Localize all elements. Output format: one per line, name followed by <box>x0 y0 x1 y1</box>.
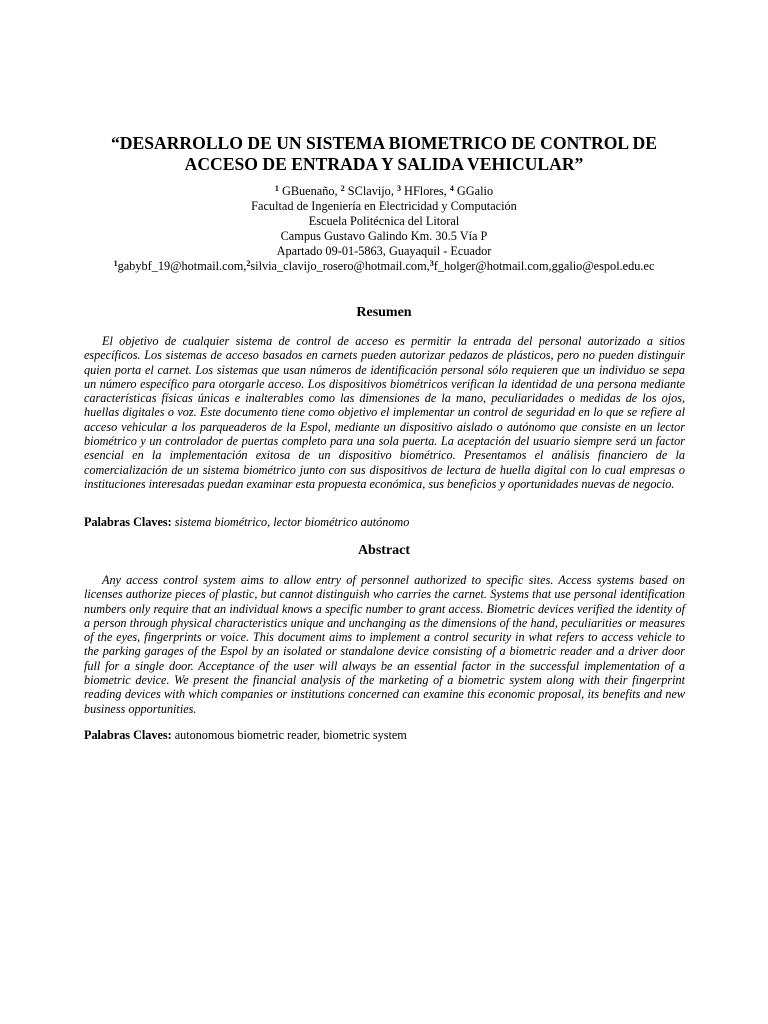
abstract-body: Any access control system aims to allow entry of personnel authorized to specific sites. Access systems based on licenses authorize pieces of plastic, but cannot distinguish who carries the carnet. Systems that use personal identification numbers only require that an individual knows a specific number to grant access. Biometric devices verified the identity of a person through physical characteristics unique and unchanging as the dimensions of the hand, peculiarities or measures of the eyes, fingerprints or voice. This document aims to implement a control security in what refers to access vehicle to the parking garages of the Espol by an isolated or standalone device consisting of a biometric reader and a driver door full for a single door. Acceptance of the user will always be an essential factor in the successful implementation of a biometric device. We present the financial analysis of the marketing of a biometric system along with their fingerprint reading devices with which companies or institutions concerned can examine this economic proposal, its benefits and new business opportunities. <box>84 573 685 716</box>
keywords-label: Palabras Claves: <box>84 728 172 742</box>
keywords-label: Palabras Claves: <box>84 515 172 529</box>
abstract-keywords <box>84 728 685 742</box>
resumen-body: El objetivo de cualquier sistema de control de acceso es permitir la entrada del personal autorizado a sitios específicos. Los sistemas de acceso basados en carnets pueden autorizar pedazos de plásticos, pero no pueden distinguir quien porta el carnet. Los sistemas que usan números de identificación personal sólo requieren que un individuo se sepa un número específico para otorgarle acceso. Los dispositivos biométricos verifican la identidad de una persona mediante características físicas únicas e inalterables como las dimensiones de la mano, peculiaridades o medidas de los ojos, huellas digitales o voz. Este documento tiene como objetivo el implementar un control de seguridad en lo que se refiere al acceso vehicular a los parqueaderos de la Espol, mediante un dispositivo aislado o autónomo que consiste en un lector biométrico y un controlador de puertas completo para una sola puerta. La aceptación del usuario siempre será un factor esencial en la implementación exitosa de un dispositivo biométrico. Presentamos el análisis financiero de la comercialización de un sistema biométrico junto con sus dispositivos de lectura de huella digital con lo cual empresas o instituciones interesadas puedan examinar esta propuesta económica, sus beneficios y oportunidades nuevas de negocio. <box>84 334 685 491</box>
email-link[interactable]: gabybf_19@hotmail.com, <box>117 259 247 273</box>
title-line-1: “DESARROLLO DE UN SISTEMA BIOMETRICO DE CONTROL DE <box>111 133 657 153</box>
affiliation-faculty: Facultad de Ingeniería en Electricidad y Computación <box>251 199 517 213</box>
author-name: SClavijo, <box>344 184 397 198</box>
author-superscript: 2 <box>340 184 345 193</box>
affiliation-address: Apartado 09-01-5863, Guayaquil - Ecuador <box>276 244 492 258</box>
author-superscript: 1 <box>274 184 279 193</box>
author-emails <box>40 259 728 274</box>
email-superscript: 2 <box>246 259 251 268</box>
affiliation-campus: Campus Gustavo Galindo Km. 30.5 Vía P <box>280 229 488 243</box>
email-link[interactable]: f_holger@hotmail.com,ggalio@espol.edu.ec <box>433 259 655 273</box>
keywords-text: sistema biométrico, lector biométrico autónomo <box>171 515 410 529</box>
title-line-2: ACCESO DE ENTRADA Y SALIDA VEHICULAR” <box>184 154 584 174</box>
author-name: GGalio <box>453 184 494 198</box>
author-superscript: 3 <box>396 184 401 193</box>
resumen-keywords <box>84 515 685 529</box>
email-superscript: 3 <box>429 259 434 268</box>
affiliation-school: Escuela Politécnica del Litoral <box>308 214 460 228</box>
abstract-heading: Abstract <box>357 543 411 558</box>
author-block <box>40 184 728 274</box>
author-name: GBuenaño, <box>278 184 341 198</box>
author-superscript: 4 <box>449 184 454 193</box>
author-name: HFlores, <box>400 184 450 198</box>
keywords-text: autonomous biometric reader, biometric system <box>171 728 407 742</box>
paper-title <box>60 133 708 175</box>
email-superscript: 1 <box>113 259 118 268</box>
resumen-heading: Resumen <box>356 305 412 320</box>
email-link[interactable]: silvia_clavijo_rosero@hotmail.com, <box>250 259 430 273</box>
author-names <box>40 184 728 199</box>
